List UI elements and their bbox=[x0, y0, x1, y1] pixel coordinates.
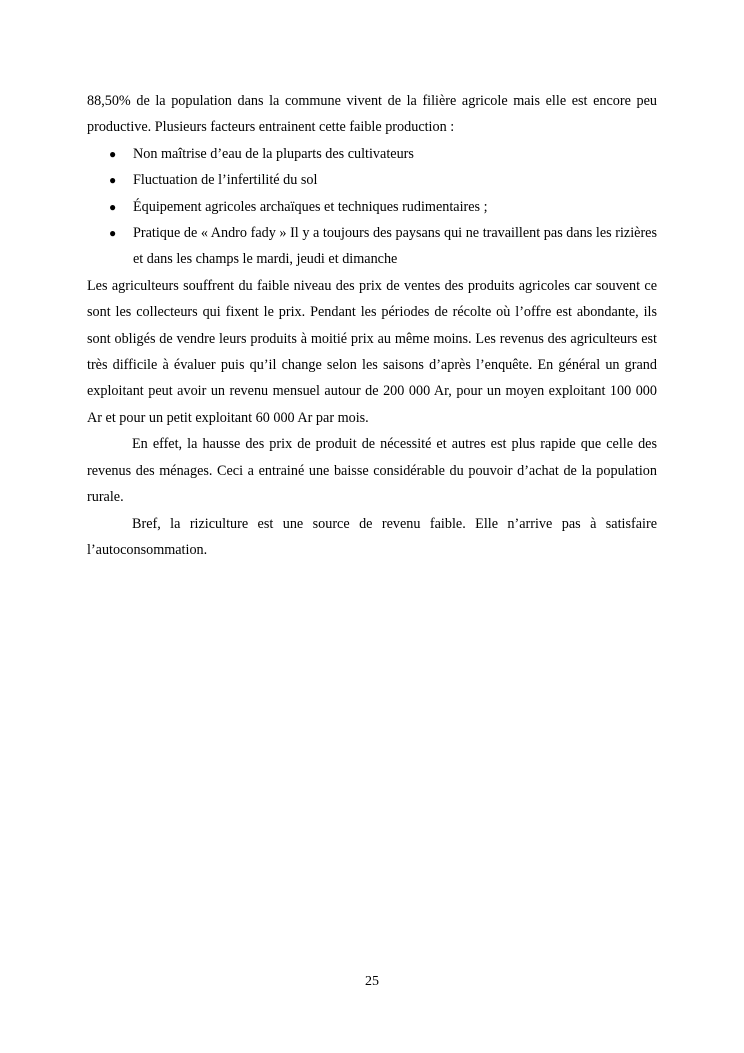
intro-paragraph: 88,50% de la population dans la commune vivent de la filière agricole mais elle est encore peu productive. Plusieurs facteurs entrainent cette faible production : bbox=[87, 93, 657, 136]
list-item bbox=[87, 194, 657, 220]
list-item bbox=[87, 220, 657, 273]
list-item-text: Fluctuation de l’infertilité du sol bbox=[133, 172, 318, 189]
conclusion-paragraph: Bref, la riziculture est une source de revenu faible. Elle n’arrive pas à satisfaire l’autoconsommation. bbox=[87, 515, 657, 558]
bullet-icon: ● bbox=[109, 199, 117, 214]
list-item bbox=[87, 167, 657, 193]
list-item-text: Non maîtrise d’eau de la pluparts des cultivateurs bbox=[133, 145, 414, 162]
factors-list bbox=[87, 141, 657, 273]
bullet-icon: ● bbox=[109, 173, 117, 188]
bullet-icon: ● bbox=[109, 146, 117, 161]
body-text bbox=[87, 88, 657, 563]
price-increase-paragraph: En effet, la hausse des prix de produit de nécessité et autres est plus rapide que celle des revenus des ménages. Ceci a entrainé une baisse considérable du pouvoir d’achat de la population rurale. bbox=[87, 436, 657, 506]
list-item-text: Équipement agricoles archaïques et techniques rudimentaires ; bbox=[133, 198, 488, 215]
list-item bbox=[87, 141, 657, 167]
farmers-income-paragraph: Les agriculteurs souffrent du faible niveau des prix de ventes des produits agricoles car souvent ce sont les collecteurs qui fixent le prix. Pendant les périodes de récolte où l’offre est abondante, ils sont obligés de vendre leurs produits à moitié prix au même moins. Les revenus des agriculteurs est très difficile à évaluer puis qu’il change selon les saisons d’après l’enquête. En général un grand exploitant peut avoir un revenu mensuel autour de 200 000 Ar, pour un moyen exploitant 100 000 Ar et pour un petit exploitant 60 000 Ar par mois. bbox=[87, 277, 657, 426]
bullet-icon: ● bbox=[109, 226, 117, 241]
list-item-text: Pratique de « Andro fady » Il y a toujours des paysans qui ne travaillent pas dans les rizières et dans les champs le mardi, jeudi et dimanche bbox=[133, 225, 657, 268]
page-number: 25 bbox=[365, 974, 379, 989]
